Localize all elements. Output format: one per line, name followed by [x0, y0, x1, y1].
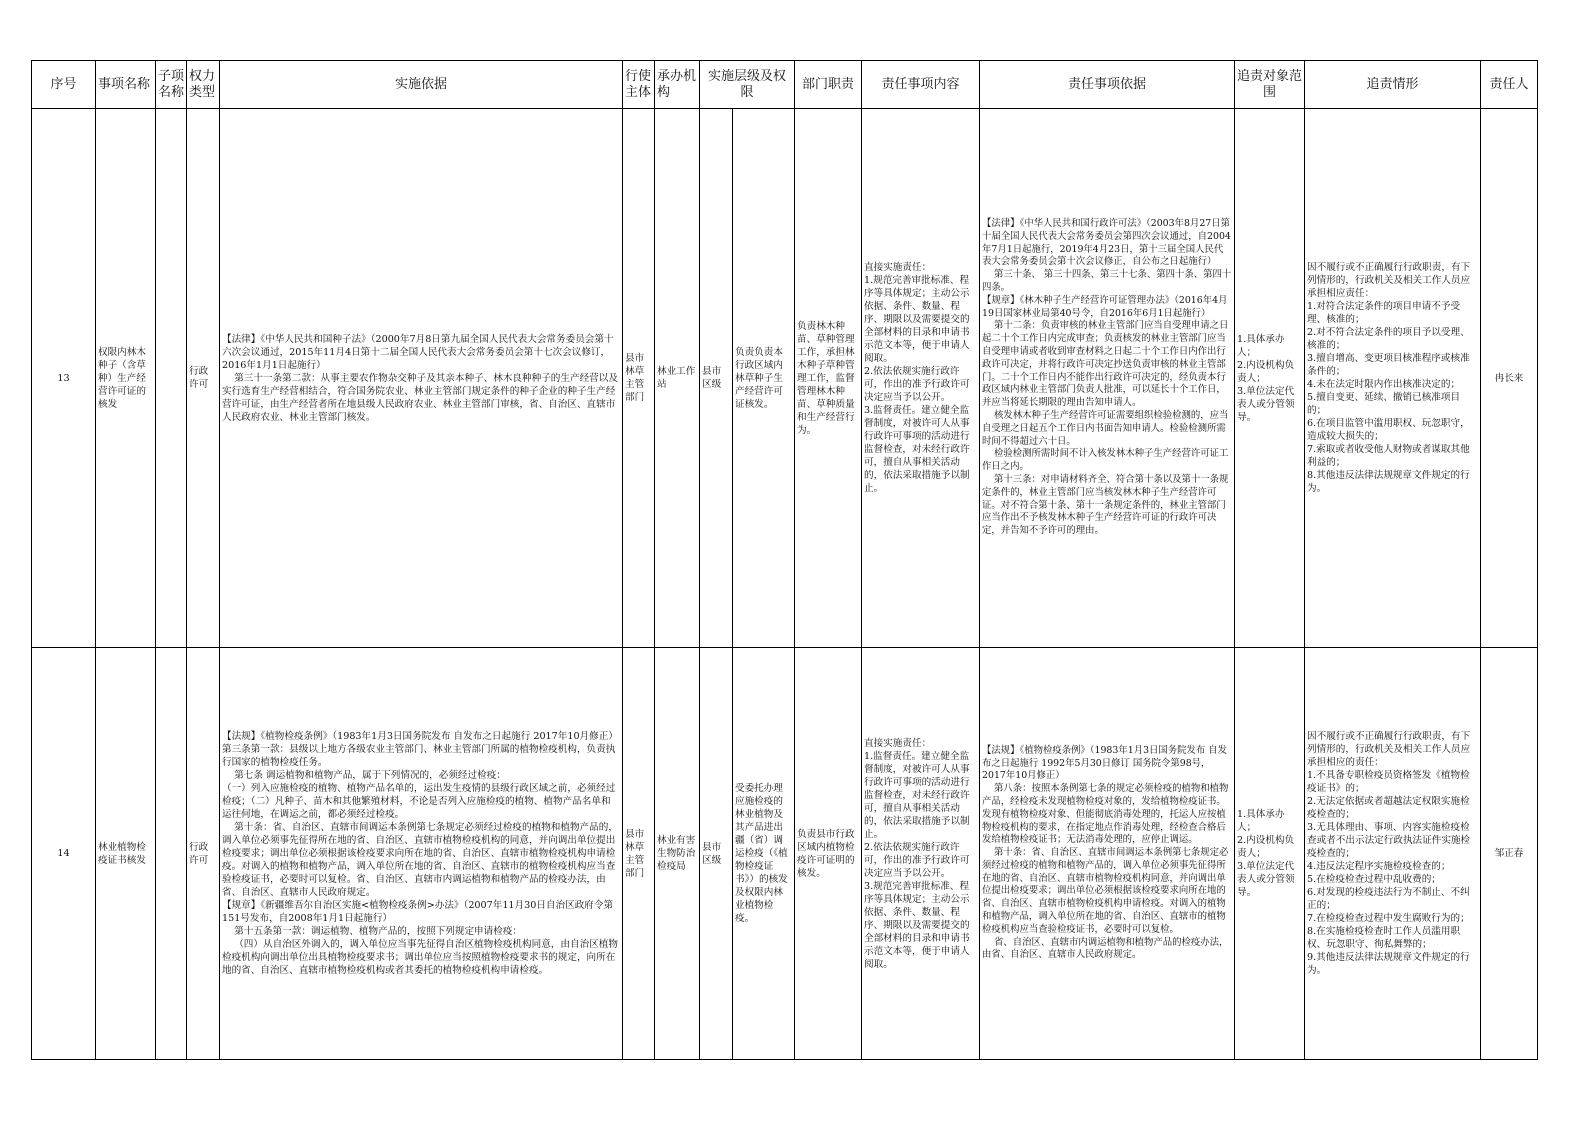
cell-item-name: 权限内林木种子（含草种）生产经营许可证的核发: [96, 109, 156, 648]
cell-item-name: 林业植物检疫证书核发: [96, 648, 156, 1060]
cell-power-type: 行政许可: [187, 109, 220, 648]
header-resp-basis: 责任事项依据: [980, 61, 1235, 109]
cell-level-scope: 受委托办理应施检疫的林业植物及其产品进出疆（省）调运检疫（《植物检疫证书》）的核发及权限内林业植物检疫。: [733, 648, 795, 1060]
cell-agency: 林业有害生物防治检疫局: [655, 648, 700, 1060]
cell-seq: 14: [32, 648, 96, 1060]
cell-resp-basis: 【法律】《中华人民共和国行政许可法》（2003年8月27日第十届全国人民代表大会常务委员会第四次会议通过，自2004年7月1日起施行，2019年4月23日，第十三届全国人民代表大会常务委员会第十次会议修正，自公布之日起施行） 第三十条、 第三十四条、第三十七条、第四十条、第四十四条。 【规章】《林木种子生产经营许可证管理办法》（2016年4月19日国家林业局第40号令，自2016年6月1日起施行） 第十二条：负责审核的林业主管部门应当自受理申请之日起二十个工作日内完成审查；负责核发的林业主管部门应当自受理申请或者收到审查材料之日起二十个工作日内作出行政许可决定，并将行政许可决定抄送负责审核的林业主管部门。二十个工作日内不能作出行政许可决定的，经负责本行政区域内林业主管部门负责人批准，可以延长十个工作日，并应当将延长期限的理由告知申请人。 核发林木种子生产经营许可证需要组织检验检测的，应当自受理之日起五个工作日内书面告知申请人。检验检测所需时间不得超过六十日。 检验检测所需时间不计入核发林木种子生产经营许可证工作日之内。 第十三条：对申请材料齐全、符合第十条以及第十一条规定条件的，林业主管部门应当核发林木种子生产经营许可证。对不符合第十条、第十一条规定条件的，林业主管部门应当作出不予核发林木种子生产经营许可证的行政许可决定，并告知不予许可的理由。: [980, 109, 1235, 648]
cell-level: 县市区级: [700, 648, 733, 1060]
header-sub-name: 子项名称: [156, 61, 187, 109]
cell-level-scope: 负责负责本行政区域内林草种子生产经营许可证核发。: [733, 109, 795, 648]
header-basis: 实施依据: [220, 61, 623, 109]
cell-basis: 【法律】《中华人民共和国种子法》（2000年7月8日第九届全国人民代表大会常务委员会第十六次会议通过，2015年11月4日第十二届全国人民代表大会常务委员会第十七次会议修订，2016年1月1日起施行） 第三十一条第二款：从事主要农作物杂交种子及其亲本种子、林木良种种子的生产经营以及实行选育生产经营相结合，符合国务院农业、林业主管部门规定条件的种子企业的种子生产经营许可证，由生产经营者所在地县级人民政府农业、林业主管部门审核，省、自治区、直辖市人民政府农业、林业主管部门核发。: [220, 109, 623, 648]
cell-account-scope: 1.具体承办人； 2.内设机构负责人； 3.单位法定代表人或分管领导。: [1235, 109, 1305, 648]
cell-resp-content: 直接实施责任： 1.规范完善审批标准、程序等具体规定；主动公示依据、条件、数量、程序、期限以及需要提交的全部材料的目录和申请书示范文本等，便于申请人阅取。 2.依法依规实施行政许可，作出的准予行政许可决定应当予以公开。 3.监督责任。建立健全监督制度，对被许可人从事行政许可事项的活动进行监督检查，对未经行政许可，擅自从事相关活动的，依法采取措施予以制止。: [862, 109, 980, 648]
header-exercise-subject: 行使主体: [623, 61, 655, 109]
cell-duty: 负责林木种苗、草种管理工作，承担林木种子草种管理工作，监督管理林木种苗、草种质量和生产经营行为。: [795, 109, 862, 648]
cell-account-scope: 1.具体承办人； 2.内设机构负责人； 3.单位法定代表人或分管领导。: [1235, 648, 1305, 1060]
table-row: [32, 109, 1538, 648]
cell-account-cases: 因不履行或不正确履行行政职责，有下列情形的，行政机关及相关工作人员应承担相应的责任： 1.不具备专职检疫员资格签发《植物检疫证书》的； 2.无法定依据或者超越法定权限实施检疫检查的； 3.无具体理由、事项、内容实施检疫检查或者不出示法定行政执法证件实施检疫检查的； 4.违反法定程序实施检疫检查的； 5.在检疫检查过程中乱收费的； 6.对发现的检疫违法行为不制止、不纠正的； 7.在检疫检查过程中发生腐败行为的； 8.在实施检疫检查时工作人员滥用职权、玩忽职守、徇私舞弊的； 9.其他违反法律法规规章文件规定的行为。: [1305, 648, 1481, 1060]
header-seq: 序号: [32, 61, 96, 109]
header-level: 实施层级及权限: [700, 61, 795, 109]
cell-person: 邹正春: [1481, 648, 1538, 1060]
cell-seq: 13: [32, 109, 96, 648]
cell-agency: 林业工作站: [655, 109, 700, 648]
cell-basis: 【法规】《植物检疫条例》（1983年1月3日国务院发布 自发布之日起施行 2017年10月修正）第三条第一款：县级以上地方各级农业主管部门、林业主管部门所属的植物检疫机构，负责执行国家的植物检疫任务。 第七条 调运植物和植物产品，属于下列情况的，必须经过检疫： （一）列入应施检疫的植物、植物产品名单的，运出发生疫情的县级行政区域之前，必须经过检疫；（二）凡种子、苗木和其他繁殖材料，不论是否列入应施检疫的植物、植物产品名单和运往何地，在调运之前，都必须经过检疫。 第十条：省、自治区、直辖市间调运本条例第七条规定必须经过检疫的植物和植物产品的，调入单位必须事先征得所在地的省、自治区、直辖市植物检疫机构的同意，并向调出单位提出检疫要求；调出单位必须根据该检疫要求向所在地的省、自治区、直辖市植物检疫机构申请检疫。对调入的植物和植物产品，调入单位所在地的省、自治区、直辖市的植物检疫机构应当查验检疫证书，必要时可以复检。省、自治区、直辖市内调运植物和植物产品的检疫办法，由省、自治区、直辖市人民政府规定。 【规章】《新疆维吾尔自治区实施<植物检疫条例>办法》（2007年11月30日自治区政府令第151号发布，自2008年1月1日起施行） 第十五条第一款：调运植物、植物产品的，按照下列规定申请检疫： （四）从自治区外调入的，调入单位应当事先征得自治区植物检疫机构同意，由自治区植物检疫机构向调出单位出具植物检疫要求书；调出单位应当按照植物检疫要求书的规定，向所在地的省、自治区、直辖市植物检疫机构或者其委托的植物检疫机构申请检疫。: [220, 648, 623, 1060]
header-account-cases: 追责情形: [1305, 61, 1481, 109]
cell-person: 冉长来: [1481, 109, 1538, 648]
header-duty: 部门职责: [795, 61, 862, 109]
table-row: [32, 648, 1538, 1060]
cell-account-cases: 因不履行或不正确履行行政职责，有下列情形的，行政机关及相关工作人员应承担相应责任： 1.对符合法定条件的项目申请不予受理、核准的； 2.对不符合法定条件的项目予以受理、核准的； 3.擅自增高、变更项目核准程序或核准条件的； 4.未在法定时限内作出核准决定的； 5.擅自变更、延续、撤销已核准项目的； 6.在项目监管中滥用职权、玩忽职守，造成较大损失的； 7.索取或者收受他人财物或者谋取其他利益的； 8.其他违反法律法规规章文件规定的行为。: [1305, 109, 1481, 648]
header-row: [32, 61, 1538, 109]
responsibility-table-sheet: [31, 60, 1538, 1060]
cell-sub-name: [156, 648, 187, 1060]
header-resp-content: 责任事项内容: [862, 61, 980, 109]
header-agency: 承办机构: [655, 61, 700, 109]
header-item-name: 事项名称: [96, 61, 156, 109]
header-power-type: 权力类型: [187, 61, 220, 109]
cell-duty: 负责县市行政区域内植物检疫许可证明的核发。: [795, 648, 862, 1060]
cell-power-type: 行政许可: [187, 648, 220, 1060]
cell-exercise-subject: 县市林草主管部门: [623, 648, 655, 1060]
cell-resp-content: 直接实施责任： 1.监督责任。建立健全监督制度，对被许可人从事行政许可事项的活动进行监督检查，对未经行政许可，擅自从事相关活动的，依法采取措施予以制止。 2.依法依规实施行政许可，作出的准予行政许可决定应当予以公开。 3.规范完善审批标准、程序等具体规定；主动公示依据、条件、数量、程序、期限以及需要提交的全部材料的目录和申请书示范文本等，便于申请人阅取。: [862, 648, 980, 1060]
cell-sub-name: [156, 109, 187, 648]
header-person: 责任人: [1481, 61, 1538, 109]
cell-level: 县市区级: [700, 109, 733, 648]
cell-exercise-subject: 县市林草主管部门: [623, 109, 655, 648]
header-account-scope: 追责对象范围: [1235, 61, 1305, 109]
responsibility-matrix-table: [31, 60, 1538, 1060]
cell-resp-basis: 【法规】《植物检疫条例》（1983年1月3日国务院发布 自发布之日起施行 1992年5月30日修订 国务院令第98号，2017年10月修正） 第八条：按照本条例第七条的规定必须检疫的植物和植物产品，经检疫未发现植物检疫对象的，发给植物检疫证书。发现有植物检疫对象、但能彻底消毒处理的，托运人应按植物检疫机构的要求，在指定地点作消毒处理，经检查合格后发给植物检疫证书；无法消毒处理的，应停止调运。 第十条：省、自治区、直辖市间调运本条例第七条规定必须经过检疫的植物和植物产品的，调入单位必须事先征得所在地的省、自治区、直辖市植物检疫机构同意，并向调出单位提出检疫要求；调出单位必须根据该检疫要求向所在地的省、自治区、直辖市植物检疫机构申请检疫。对调入的植物和植物产品，调入单位所在地的省、自治区、直辖市的植物检疫机构应当查验检疫证书，必要时可以复检。 省、自治区、直辖市内调运植物和植物产品的检疫办法，由省、自治区、直辖市人民政府规定。: [980, 648, 1235, 1060]
